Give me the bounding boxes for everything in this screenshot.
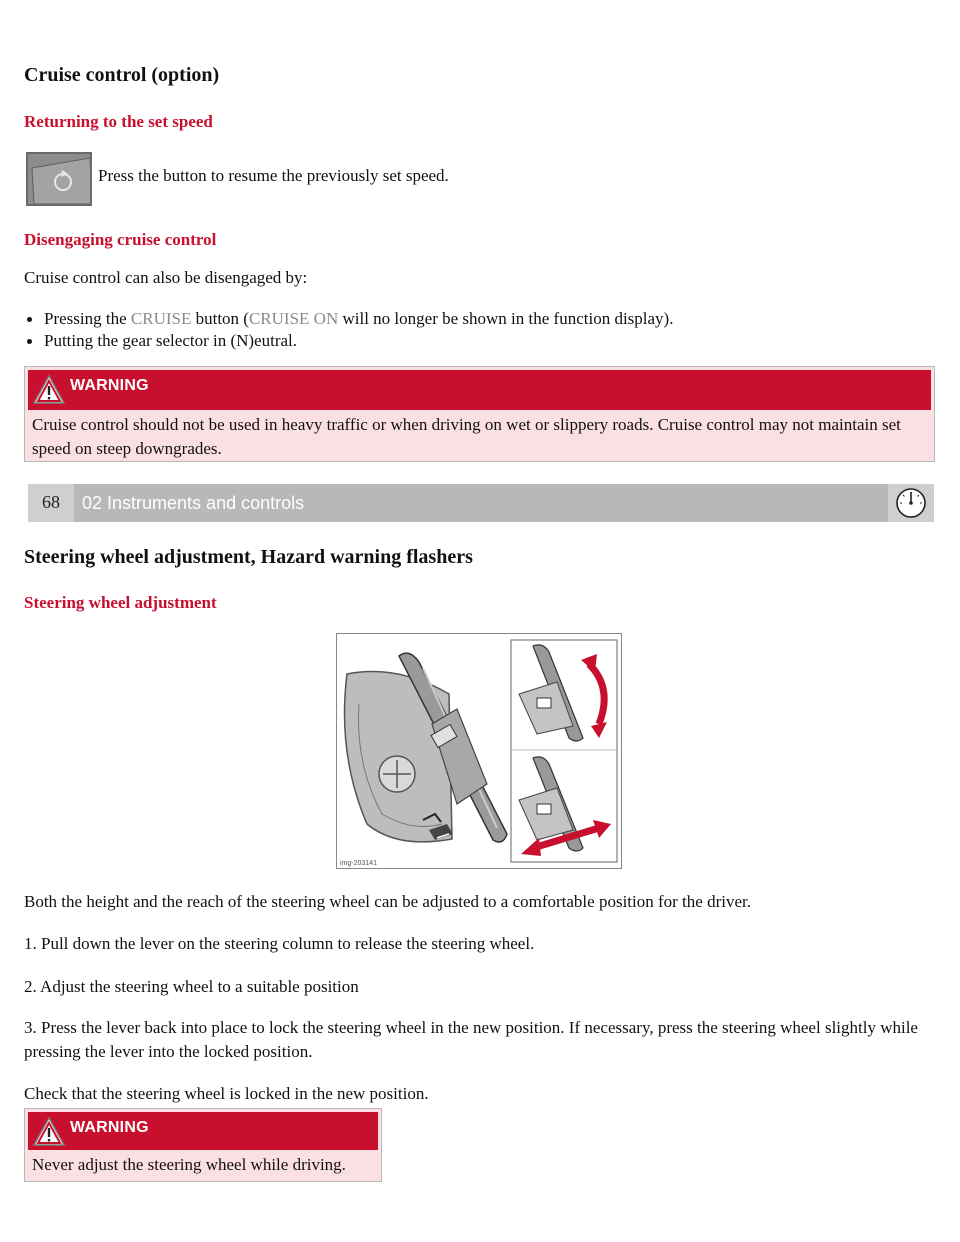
bullet-text: button ( (191, 309, 249, 328)
warning-box-steering (24, 1108, 382, 1182)
steering-wheel-adjustment-illustration (336, 633, 622, 869)
step-2: 2. Adjust the steering wheel to a suitable position (24, 977, 359, 996)
resume-button-illustration (26, 152, 92, 206)
lock-check-note: Check that the steering wheel is locked in the new position. (24, 1084, 429, 1103)
warning-box-cruise (24, 366, 935, 462)
warning-label: WARNING (70, 1119, 149, 1136)
chapter-title: 02 Instruments and controls (82, 493, 305, 513)
warning-header (28, 370, 931, 410)
warning-header (28, 1112, 378, 1150)
warning-label: WARNING (70, 377, 149, 394)
warning-text: Never adjust the steering wheel while driving. (32, 1155, 346, 1174)
warning-triangle-icon (32, 1116, 66, 1148)
resume-button-icon (28, 154, 92, 206)
disengage-method-list (24, 308, 673, 352)
figure-code: img-203141 (340, 860, 377, 867)
list-item (24, 330, 673, 352)
section-title-steering-wheel: Steering wheel adjustment, Hazard warning flashers (24, 546, 473, 568)
adjustment-intro: Both the height and the reach of the steering wheel can be adjusted to a comfortable position for the driver. (24, 892, 751, 911)
bullet-text: Putting the gear selector in (N)eutral. (44, 331, 298, 350)
bullet-icon (27, 317, 32, 322)
bullet-icon (27, 339, 32, 344)
bullet-text: Pressing the (44, 309, 131, 328)
chapter-header-bar (28, 484, 934, 522)
section-title-cruise-control: Cruise control (option) (24, 64, 220, 86)
step-3: 3. Press the lever back into place to lock the steering wheel in the new position. If necessary, press the steering wheel slightly while pressing the lever into the locked position. (24, 1018, 918, 1061)
heading-disengaging-cruise-control: Disengaging cruise control (24, 230, 217, 249)
heading-steering-wheel-adjustment: Steering wheel adjustment (24, 593, 217, 612)
list-item (24, 308, 673, 330)
page-number: 68 (28, 484, 74, 522)
warning-text: Cruise control should not be used in heavy traffic or when driving on wet or slippery roads. Cruise control may not maintain set speed on steep downgrades. (32, 415, 901, 458)
steering-column-diagram (337, 634, 622, 869)
speedometer-icon (888, 484, 934, 522)
step-1: 1. Pull down the lever on the steering column to release the steering wheel. (24, 934, 535, 953)
bullet-text: will no longer be shown in the function display). (338, 309, 674, 328)
disengaging-intro: Cruise control can also be disengaged by: (24, 268, 308, 287)
cruise-on-display-term: CRUISE ON (248, 309, 339, 328)
warning-triangle-icon (32, 374, 66, 406)
heading-returning-to-set-speed: Returning to the set speed (24, 112, 213, 131)
resume-instruction: Press the button to resume the previously set speed. (98, 166, 449, 185)
cruise-button-term: CRUISE (130, 309, 192, 328)
